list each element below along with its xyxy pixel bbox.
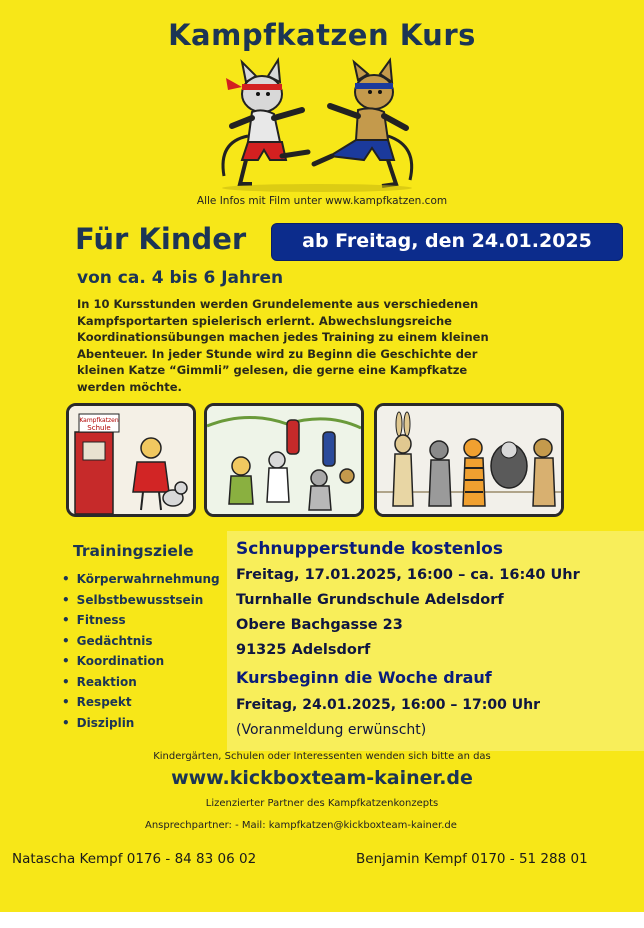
course-description: In 10 Kursstunden werden Grundelemente aus verschiedenen Kampfsportarten spielerisch erlernt. Abwechslungsreiche Koordinationsübungen machen jedes Training zu einem kleinen Abenteuer. In jeder Stunde wird zu Beginn die Geschichte der kleinen Katze “Gimmli” gelesen, die gerne eine Kampfkatze werden möchte. (77, 297, 489, 394)
list-item: • Gedächtnis (62, 631, 220, 652)
list-item: • Selbstbewusstsein (62, 590, 220, 611)
contact-intro: Kindergärten, Schulen oder Interessenten wenden sich bitte an das (153, 751, 491, 762)
age-range: von ca. 4 bis 6 Jahren (77, 268, 284, 288)
info-line: Alle Infos mit Film unter www.kampfkatzen.com (196, 195, 448, 207)
partner-note: Lizenzierter Partner des Kampfkatzenkonzepts (205, 798, 439, 809)
list-item: • Koordination (62, 651, 220, 672)
contact-email-line: Ansprechpartner: - Mail: kampfkatzen@kickboxteam-kainer.de (145, 820, 457, 831)
audience-heading: Für Kinder (75, 222, 247, 256)
comic-panel-animals (374, 403, 564, 517)
trial-lesson-title: Schnupperstunde kostenlos (236, 539, 503, 559)
schedule-overlay (227, 531, 644, 751)
sign-line-1: Kampfkatzen (79, 417, 119, 424)
registration-note: (Voranmeldung erwünscht) (236, 722, 427, 738)
course-time: Freitag, 24.01.2025, 16:00 – 17:00 Uhr (236, 697, 540, 713)
list-item: • Fitness (62, 610, 220, 631)
page-title: Kampfkatzen Kurs (168, 18, 476, 52)
list-item: • Reaktion (62, 672, 220, 693)
list-item: • Körperwahrnehmung (62, 569, 220, 590)
date-banner: ab Freitag, den 24.01.2025 (271, 223, 623, 261)
sign-line-2: Schule (87, 424, 111, 432)
fighting-cats-illustration (212, 56, 422, 196)
course-start-title: Kursbeginn die Woche drauf (236, 668, 492, 687)
training-goals-title: Trainingsziele (73, 542, 194, 560)
venue-name: Turnhalle Grundschule Adelsdorf (236, 592, 504, 608)
venue-street: Obere Bachgasse 23 (236, 617, 403, 633)
list-item: • Respekt (62, 692, 220, 713)
contact-person-2: Benjamin Kempf 0170 - 51 288 01 (356, 851, 588, 867)
training-goals-list (62, 569, 220, 733)
comic-panel-training (204, 403, 364, 517)
website-link[interactable]: www.kickboxteam-kainer.de (171, 767, 473, 789)
comic-panel-school (66, 403, 196, 517)
list-item: • Disziplin (62, 713, 220, 734)
trial-lesson-time: Freitag, 17.01.2025, 16:00 – ca. 16:40 Uhr (236, 567, 580, 583)
contact-person-1: Natascha Kempf 0176 - 84 83 06 02 (12, 851, 257, 867)
venue-city: 91325 Adelsdorf (236, 642, 371, 658)
